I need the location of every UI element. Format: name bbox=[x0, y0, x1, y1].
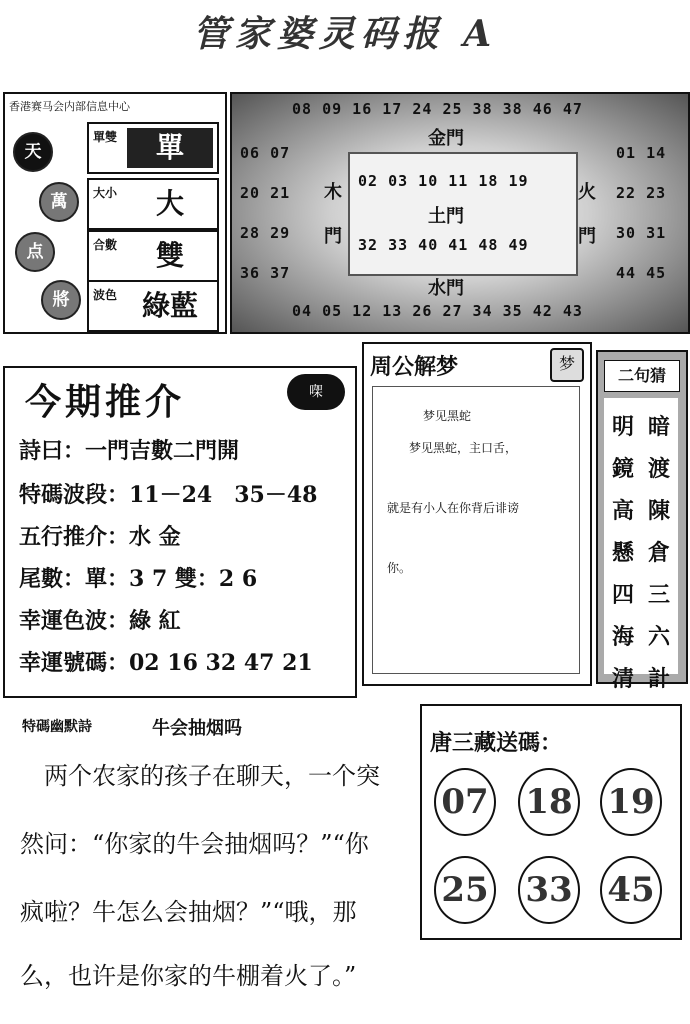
couplet-header: 二句猜 bbox=[604, 360, 680, 392]
right-numbers: 22 23 bbox=[616, 184, 667, 202]
page-title: 管家婆灵码报 A bbox=[192, 13, 498, 55]
number-ball: 19 bbox=[600, 768, 662, 836]
poem-line: 然问：“你家的牛会抽烟吗？”“你 bbox=[20, 830, 369, 858]
recommend-badge: 㗎 bbox=[287, 374, 345, 410]
center-bottom-numbers: 32 33 40 41 48 49 bbox=[358, 236, 529, 254]
couplet-right-column bbox=[644, 406, 674, 700]
row-value: 雙 bbox=[155, 239, 184, 272]
badge-jiang: 將 bbox=[41, 280, 81, 320]
odd-even-row bbox=[87, 122, 219, 174]
lucky-numbers: 幸運號碼：02 16 32 47 21 bbox=[19, 650, 313, 676]
left-numbers: 28 29 bbox=[240, 224, 291, 242]
recommend-panel bbox=[3, 366, 357, 698]
gold-gate: 金門 bbox=[428, 128, 464, 149]
dream-text: 你。 bbox=[387, 561, 412, 575]
couplet-char: 計 bbox=[647, 666, 670, 692]
dream-header: 周公解梦 bbox=[370, 354, 459, 380]
tang-title: 唐三藏送碼： bbox=[430, 730, 563, 756]
couplet-char: 高 bbox=[611, 498, 634, 524]
top-numbers: 08 09 16 17 24 25 38 38 46 47 bbox=[292, 100, 583, 118]
couplet-char: 鏡 bbox=[611, 456, 634, 482]
number-ball: 45 bbox=[600, 856, 662, 924]
poem-line: 疯啦？牛怎么会抽烟？”“哦，那 bbox=[20, 898, 357, 926]
poem-line: 詩曰：一門吉數二門開 bbox=[19, 438, 240, 464]
fire-gate-men: 門 bbox=[578, 226, 596, 247]
poem-line: 两个农家的孩子在聊天，一个突 bbox=[20, 762, 380, 790]
poem-title: 牛会抽烟吗 bbox=[152, 718, 242, 739]
couplet-char: 三 bbox=[647, 582, 670, 608]
dream-panel bbox=[362, 342, 592, 686]
poem-line: 么，也许是你家的牛棚着火了。” bbox=[20, 962, 357, 990]
left-numbers: 20 21 bbox=[240, 184, 291, 202]
dream-content bbox=[372, 386, 580, 674]
couplet-body bbox=[604, 398, 678, 692]
couplet-char: 懸 bbox=[611, 540, 634, 566]
number-ball: 25 bbox=[434, 856, 496, 924]
center-top-numbers: 02 03 10 11 18 19 bbox=[358, 172, 529, 190]
row-value: 綠藍 bbox=[141, 289, 198, 322]
dream-text: 就是有小人在你背后诽谤 bbox=[387, 501, 520, 515]
left-numbers: 06 07 bbox=[240, 144, 291, 162]
color-row bbox=[87, 280, 219, 332]
couplet-left-column bbox=[608, 406, 638, 700]
row-label: 大小 bbox=[93, 186, 118, 200]
row-label: 合數 bbox=[93, 238, 118, 252]
couplet-char: 暗 bbox=[647, 414, 670, 440]
dream-title: 梦见黑蛇 bbox=[423, 409, 472, 423]
badge-tian: 天 bbox=[13, 132, 53, 172]
special-range: 特碼波段：11－24 35－48 bbox=[19, 482, 318, 508]
humor-poem bbox=[12, 706, 380, 1008]
couplet-char: 陳 bbox=[647, 498, 670, 524]
couplet-panel bbox=[596, 350, 688, 692]
five-element-pick: 五行推介：水 金 bbox=[19, 524, 181, 550]
row-label: 單雙 bbox=[93, 130, 118, 144]
earth-gate: 土門 bbox=[428, 206, 464, 227]
attribute-panel bbox=[3, 92, 227, 334]
water-gate: 水門 bbox=[428, 278, 464, 299]
couplet-char: 六 bbox=[647, 624, 670, 650]
lucky-color: 幸運色波：綠 紅 bbox=[19, 608, 181, 634]
tang-numbers-panel bbox=[420, 704, 682, 940]
number-ball: 18 bbox=[518, 768, 580, 836]
big-small-row bbox=[87, 178, 219, 230]
tail-numbers: 尾數：單：3 7 雙：2 6 bbox=[19, 566, 258, 592]
row-value: 單 bbox=[127, 128, 213, 168]
wood-gate-char: 木 bbox=[324, 182, 342, 203]
recommend-title: 今期推介 bbox=[25, 381, 186, 423]
left-numbers: 36 37 bbox=[240, 264, 291, 282]
number-ball: 33 bbox=[518, 856, 580, 924]
dream-text: 梦见黑蛇，主口舌， bbox=[409, 441, 518, 455]
badge-dian: 点 bbox=[15, 232, 55, 272]
couplet-char: 明 bbox=[611, 414, 634, 440]
wood-gate-men: 門 bbox=[324, 226, 342, 247]
sum-row bbox=[87, 230, 219, 282]
couplet-char: 渡 bbox=[647, 456, 670, 482]
couplet-char: 四 bbox=[611, 582, 634, 608]
poem-label: 特碼幽默詩 bbox=[22, 719, 92, 735]
number-ball: 07 bbox=[434, 768, 496, 836]
row-value: 大 bbox=[155, 187, 184, 220]
right-numbers: 30 31 bbox=[616, 224, 667, 242]
right-numbers: 01 14 bbox=[616, 144, 667, 162]
right-numbers: 44 45 bbox=[616, 264, 667, 282]
row-label: 波色 bbox=[93, 288, 118, 302]
five-element-grid bbox=[230, 92, 690, 334]
couplet-char: 倉 bbox=[647, 540, 670, 566]
panel-header: 香港赛马会内部信息中心 bbox=[9, 100, 130, 113]
dream-icon: 梦 bbox=[550, 348, 584, 382]
bottom-numbers: 04 05 12 13 26 27 34 35 42 43 bbox=[292, 302, 583, 320]
earth-gate-panel bbox=[348, 152, 578, 276]
couplet-char: 清 bbox=[611, 666, 634, 692]
badge-wan: 萬 bbox=[39, 182, 79, 222]
fire-gate-char: 火 bbox=[578, 182, 596, 203]
couplet-char: 海 bbox=[611, 624, 634, 650]
